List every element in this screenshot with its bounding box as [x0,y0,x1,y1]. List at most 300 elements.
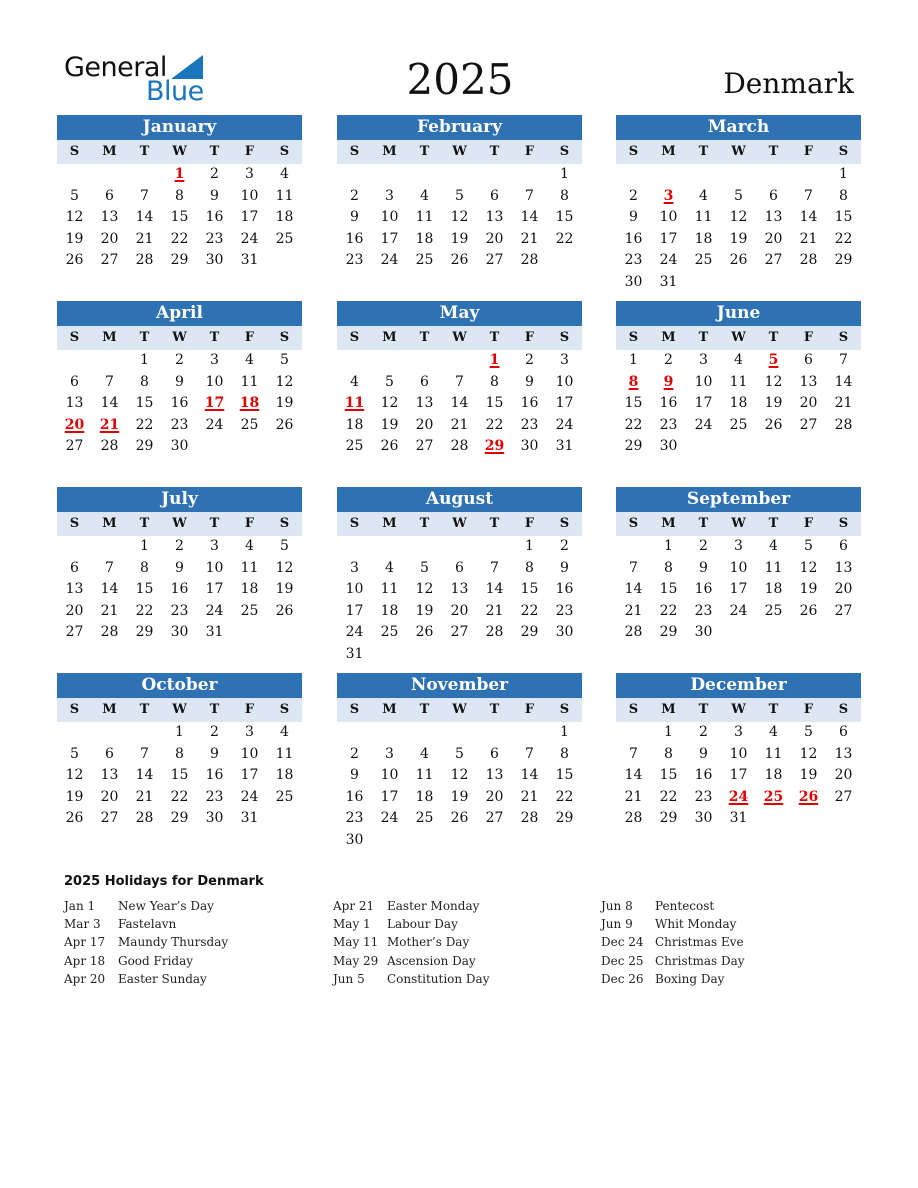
holiday-name: Maundy Thursday [118,935,229,950]
weekday-label: W [452,330,467,345]
day-cell: 9 [560,559,569,576]
day-cell: 12 [65,209,84,226]
day-cell: 23 [659,416,678,433]
empty-day-cell [721,164,756,186]
weekday-header-row [337,512,582,536]
holiday-date: Mar 3 [64,917,101,932]
holiday-name: Christmas Eve [655,935,744,950]
weekday-label: M [661,330,676,345]
month-february [337,115,582,272]
day-cell: 19 [275,581,294,598]
empty-day-cell [127,164,162,186]
day-cell: 16 [694,767,713,784]
day-cell: 6 [839,538,848,554]
day-cell: 25 [240,416,259,433]
weekday-label: S [349,516,360,531]
day-cell: 16 [555,581,574,598]
day-cell: 12 [799,745,818,762]
holidays-column [333,897,490,988]
day-cell: 17 [555,395,574,412]
day-cell: 22 [135,602,154,619]
day-cell: 9 [629,209,638,226]
day-cell: 23 [345,252,364,269]
holiday-name: Fastelavn [118,917,177,932]
holiday-list-item [601,897,745,915]
day-cell: 22 [659,788,678,805]
day-cell: 29 [659,810,678,827]
day-cell: 28 [135,810,154,827]
day-cell: 9 [175,559,184,576]
day-cell: 16 [345,230,364,247]
weekday-label: F [244,516,255,531]
day-cell: 23 [520,416,539,433]
day-cell: 19 [415,602,434,619]
weekday-label: M [102,702,117,717]
page-title-year: 2025 [406,55,514,104]
day-cell: 5 [455,745,464,762]
day-cell: 18 [240,581,259,598]
day-cell: 24 [729,602,748,619]
day-cell: 20 [834,581,853,598]
day-cell: 30 [694,810,713,827]
weekday-label: T [489,330,500,345]
day-cell: 2 [525,352,534,368]
day-cell: 28 [100,438,119,455]
day-cell: 15 [659,767,678,784]
day-cell: 27 [485,810,504,827]
weekday-label: M [102,144,117,159]
holiday-name: Easter Sunday [118,971,207,986]
day-cell: 7 [140,187,149,204]
holiday-date: Jun 9 [601,917,633,932]
day-cell: 1 [175,724,184,740]
day-cell: 19 [65,788,84,805]
day-cell: 7 [490,559,499,576]
holiday-day-cell: 11 [344,395,365,412]
day-cell: 29 [170,252,189,269]
day-cell: 5 [280,538,289,554]
day-cell: 27 [485,252,504,269]
day-cell: 2 [560,538,569,554]
day-cell: 8 [140,373,149,390]
holiday-day-cell: 5 [768,352,779,368]
day-cell: 22 [624,416,643,433]
holiday-day-cell: 24 [728,788,749,805]
day-cell: 30 [624,273,643,290]
day-cell: 21 [450,416,469,433]
day-cell: 14 [485,581,504,598]
weekday-label: S [628,330,639,345]
holiday-name: Good Friday [118,953,194,968]
empty-day-cell [616,722,651,744]
weekday-label: T [139,330,150,345]
weekday-label: W [172,702,187,717]
day-cell: 13 [834,745,853,762]
empty-day-cell [442,350,477,372]
weekday-header-row [57,512,302,536]
day-cell: 31 [659,273,678,290]
day-cell: 3 [210,352,219,368]
day-cell: 1 [629,352,638,368]
empty-day-cell [92,536,127,558]
day-cell: 7 [804,187,813,204]
weekday-label: W [731,330,746,345]
holiday-day-cell: 9 [663,373,674,390]
day-cell: 24 [240,788,259,805]
weekday-label: S [349,702,360,717]
day-cell: 22 [135,416,154,433]
day-cell: 20 [799,395,818,412]
day-cell: 28 [485,624,504,641]
day-cell: 24 [345,624,364,641]
day-cell: 14 [135,209,154,226]
day-cell: 21 [135,788,154,805]
day-cell: 11 [415,767,434,784]
day-cell: 10 [345,581,364,598]
day-cell: 8 [560,187,569,204]
weekday-label: T [768,330,779,345]
weekday-label: T [419,702,430,717]
day-cell: 4 [280,166,289,182]
day-cell: 7 [105,559,114,576]
weekday-label: T [209,144,220,159]
day-cell: 24 [205,416,224,433]
day-cell: 19 [764,395,783,412]
day-cell: 4 [734,352,743,368]
month-january [57,115,302,272]
month-title: August [337,487,582,512]
day-cell: 2 [629,187,638,204]
day-cell: 6 [769,187,778,204]
month-title: April [57,301,302,326]
day-cell: 10 [694,373,713,390]
day-cell: 15 [485,395,504,412]
holiday-date: Apr 18 [64,953,106,968]
day-cell: 16 [520,395,539,412]
day-cell: 21 [520,788,539,805]
day-cell: 22 [659,602,678,619]
holiday-name: New Year’s Day [118,899,214,913]
day-cell: 13 [834,559,853,576]
weekday-header-row [616,698,861,722]
holiday-list-item [601,970,745,988]
empty-day-cell [57,722,92,744]
day-cell: 8 [140,559,149,576]
weekday-label: F [803,516,814,531]
day-cell: 25 [380,624,399,641]
day-cell: 30 [694,624,713,641]
weekday-label: T [139,144,150,159]
day-cell: 18 [764,767,783,784]
month-november [337,673,582,852]
weekday-label: S [559,144,570,159]
day-cell: 12 [380,395,399,412]
day-cell: 20 [100,230,119,247]
weekday-label: T [489,516,500,531]
day-cell: 12 [450,767,469,784]
weekday-label: M [661,702,676,717]
day-cell: 15 [555,209,574,226]
month-july [57,487,302,644]
day-cell: 7 [629,745,638,762]
day-cell: 28 [624,810,643,827]
empty-day-cell [337,536,372,558]
empty-day-cell [92,164,127,186]
holiday-date: Jun 5 [333,971,365,986]
day-cell: 27 [764,252,783,269]
day-cell: 2 [664,352,673,368]
day-cell: 12 [65,767,84,784]
weekday-label: F [524,144,535,159]
empty-day-cell [512,722,547,744]
day-cell: 17 [659,230,678,247]
weekday-label: S [838,702,849,717]
holiday-name: Whit Monday [655,917,737,932]
weekday-label: W [731,144,746,159]
month-october [57,673,302,830]
day-cell: 16 [205,767,224,784]
day-cell: 27 [415,438,434,455]
empty-day-cell [337,350,372,372]
day-grid [337,536,582,666]
day-cell: 6 [420,373,429,390]
day-grid [337,350,582,458]
weekday-label: F [244,702,255,717]
weekday-label: S [349,330,360,345]
empty-day-cell [407,164,442,186]
month-title: May [337,301,582,326]
day-cell: 3 [245,724,254,740]
weekday-label: S [838,330,849,345]
day-cell: 27 [65,624,84,641]
day-cell: 5 [70,187,79,204]
day-cell: 3 [699,352,708,368]
day-cell: 10 [555,373,574,390]
day-cell: 5 [280,352,289,368]
empty-day-cell [57,164,92,186]
holiday-list-item [333,952,490,970]
day-cell: 4 [350,373,359,390]
day-cell: 15 [135,395,154,412]
day-cell: 16 [170,581,189,598]
holiday-date: Jan 1 [64,899,96,913]
weekday-label: W [172,144,187,159]
month-title: October [57,673,302,698]
day-cell: 28 [799,252,818,269]
holiday-date: May 11 [333,935,379,950]
day-cell: 3 [734,538,743,554]
weekday-label: F [244,330,255,345]
day-cell: 14 [100,395,119,412]
empty-day-cell [756,164,791,186]
day-cell: 26 [415,624,434,641]
holiday-list-item [333,970,490,988]
day-cell: 14 [450,395,469,412]
day-grid [616,722,861,830]
day-cell: 6 [490,745,499,762]
weekday-label: T [139,516,150,531]
day-cell: 4 [245,538,254,554]
day-cell: 11 [415,209,434,226]
day-cell: 20 [65,602,84,619]
day-cell: 27 [834,602,853,619]
day-cell: 1 [560,166,569,182]
day-cell: 30 [659,438,678,455]
day-cell: 15 [555,767,574,784]
month-title: November [337,673,582,698]
day-cell: 10 [240,745,259,762]
day-cell: 3 [245,166,254,182]
weekday-label: W [452,516,467,531]
day-cell: 16 [170,395,189,412]
day-cell: 17 [345,602,364,619]
day-grid [616,350,861,458]
day-cell: 23 [205,230,224,247]
month-august [337,487,582,666]
day-cell: 22 [555,788,574,805]
holiday-list-item [601,915,745,933]
day-cell: 16 [624,230,643,247]
day-cell: 23 [694,788,713,805]
day-cell: 17 [380,788,399,805]
weekday-label: S [559,516,570,531]
day-cell: 15 [170,209,189,226]
day-cell: 5 [385,373,394,390]
day-cell: 16 [205,209,224,226]
holiday-day-cell: 8 [628,373,639,390]
day-cell: 21 [135,230,154,247]
logo [64,52,214,108]
day-cell: 15 [834,209,853,226]
month-december [616,673,861,830]
day-cell: 17 [729,767,748,784]
holiday-date: Dec 25 [601,953,644,968]
day-cell: 20 [450,602,469,619]
holiday-name: Easter Monday [387,899,480,913]
day-cell: 27 [100,252,119,269]
day-cell: 16 [659,395,678,412]
weekday-label: S [279,144,290,159]
holiday-list-item [64,897,228,915]
empty-day-cell [477,722,512,744]
day-cell: 23 [170,416,189,433]
day-cell: 30 [170,624,189,641]
day-cell: 13 [799,373,818,390]
day-cell: 10 [205,373,224,390]
holiday-list-item [601,933,745,951]
day-cell: 5 [734,187,743,204]
day-cell: 11 [729,373,748,390]
page-title-country: Denmark [723,67,854,100]
day-cell: 21 [834,395,853,412]
day-cell: 5 [70,745,79,762]
day-cell: 5 [804,724,813,740]
holidays-column [64,897,228,988]
weekday-label: T [698,144,709,159]
day-cell: 25 [345,438,364,455]
weekday-label: F [244,144,255,159]
day-cell: 23 [205,788,224,805]
weekday-label: W [172,330,187,345]
day-cell: 22 [170,230,189,247]
weekday-label: T [139,702,150,717]
weekday-label: T [768,144,779,159]
day-cell: 31 [240,810,259,827]
day-cell: 31 [345,645,364,662]
holiday-date: Jun 8 [601,899,633,913]
day-cell: 20 [415,416,434,433]
day-cell: 20 [834,767,853,784]
holiday-day-cell: 3 [663,187,674,204]
holiday-name: Constitution Day [387,971,490,986]
weekday-label: T [698,330,709,345]
day-cell: 24 [240,230,259,247]
day-cell: 26 [65,252,84,269]
day-cell: 29 [659,624,678,641]
day-cell: 21 [624,602,643,619]
day-cell: 21 [799,230,818,247]
weekday-label: F [803,702,814,717]
day-cell: 20 [485,230,504,247]
holiday-list-item [333,915,490,933]
day-cell: 11 [240,373,259,390]
day-cell: 29 [834,252,853,269]
holiday-day-cell: 17 [204,395,225,412]
day-cell: 27 [799,416,818,433]
weekday-header-row [616,140,861,164]
day-cell: 20 [764,230,783,247]
weekday-label: W [452,702,467,717]
day-cell: 26 [729,252,748,269]
day-cell: 2 [210,166,219,182]
day-cell: 18 [275,209,294,226]
weekday-header-row [337,698,582,722]
day-cell: 6 [105,187,114,204]
empty-day-cell [791,164,826,186]
weekday-header-row [57,698,302,722]
day-cell: 24 [659,252,678,269]
day-cell: 2 [210,724,219,740]
day-cell: 4 [385,559,394,576]
weekday-label: S [69,144,80,159]
empty-day-cell [127,722,162,744]
holiday-day-cell: 26 [798,788,819,805]
day-cell: 31 [729,810,748,827]
day-cell: 3 [734,724,743,740]
weekday-label: M [661,144,676,159]
day-cell: 28 [520,252,539,269]
day-cell: 10 [659,209,678,226]
day-cell: 23 [170,602,189,619]
empty-day-cell [92,722,127,744]
day-cell: 4 [769,538,778,554]
day-cell: 5 [455,187,464,204]
holiday-day-cell: 1 [489,352,500,368]
day-cell: 27 [834,788,853,805]
day-cell: 11 [764,745,783,762]
day-grid [616,536,861,644]
day-cell: 5 [804,538,813,554]
day-cell: 25 [694,252,713,269]
day-grid [57,536,302,644]
day-cell: 13 [100,767,119,784]
day-cell: 1 [664,538,673,554]
day-cell: 29 [555,810,574,827]
weekday-label: M [382,144,397,159]
weekday-label: T [209,516,220,531]
day-cell: 5 [420,559,429,576]
weekday-header-row [337,326,582,350]
